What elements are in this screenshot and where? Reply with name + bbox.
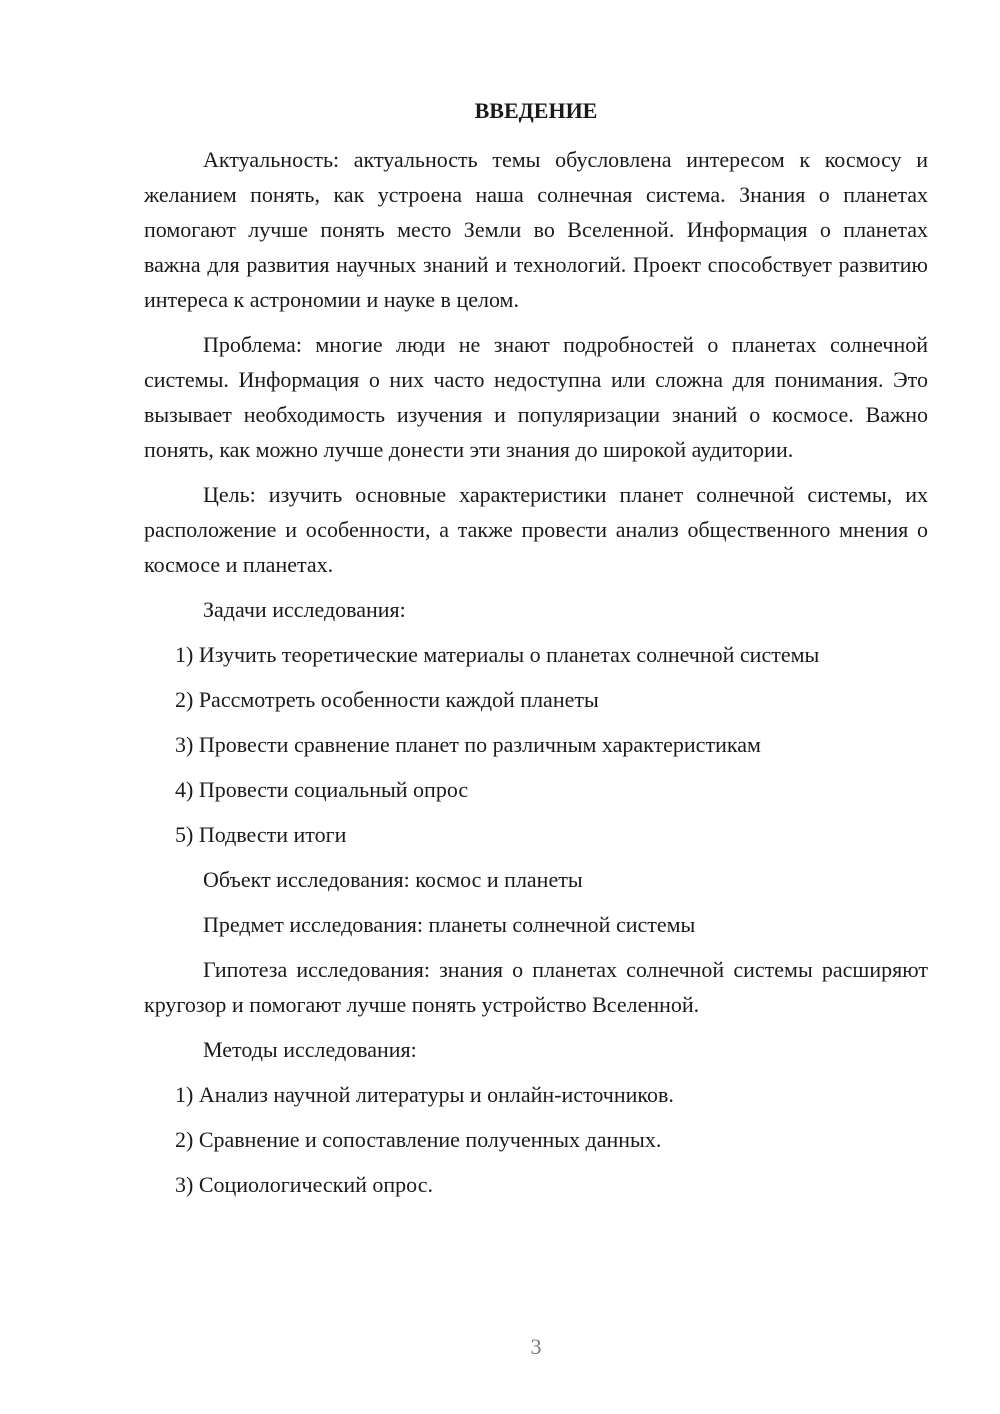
page-content <box>144 96 928 1212</box>
list-item: 3) Провести сравнение планет по различным характеристикам <box>175 732 761 757</box>
tasks-heading: Задачи исследования: <box>203 597 406 622</box>
list-item: 2) Рассмотреть особенности каждой планеты <box>175 687 599 712</box>
list-item: 5) Подвести итоги <box>175 822 347 847</box>
list-item: 3) Социологический опрос. <box>175 1172 433 1197</box>
methods-heading: Методы исследования: <box>203 1037 417 1062</box>
problem-paragraph: Проблема: многие люди не знают подробностей о планетах солнечной системы. Информация о них часто недоступна или сложна для понимания. Это вызывает необходимость изучения и популяризации знаний о космосе. Важно понять, как можно лучше донести эти знания до широкой аудитории. <box>144 332 928 462</box>
methods-list <box>144 1077 928 1202</box>
list-item: 2) Сравнение и сопоставление полученных данных. <box>175 1127 662 1152</box>
subject-line: Предмет исследования: планеты солнечной системы <box>203 912 696 937</box>
page-number: 3 <box>530 1334 542 1359</box>
list-item: 1) Анализ научной литературы и онлайн-источников. <box>175 1082 674 1107</box>
page-title: ВВЕДЕНИЕ <box>474 98 598 123</box>
hypothesis-paragraph: Гипотеза исследования: знания о планетах солнечной системы расширяют кругозор и помогают лучше понять устройство Вселенной. <box>144 957 928 1017</box>
tasks-list <box>144 637 928 852</box>
list-item: 1) Изучить теоретические материалы о планетах солнечной системы <box>175 642 820 667</box>
goal-paragraph: Цель: изучить основные характеристики планет солнечной системы, их расположение и особенности, а также провести анализ общественного мнения о космосе и планетах. <box>144 482 928 577</box>
list-item: 4) Провести социальный опрос <box>175 777 469 802</box>
object-line: Объект исследования: космос и планеты <box>203 867 583 892</box>
relevance-paragraph: Актуальность: актуальность темы обусловлена интересом к космосу и желанием понять, как устроена наша солнечная система. Знания о планетах помогают лучше понять место Земли во Вселенной. Информация о планетах важна для развития научных знаний и технологий. Проект способствует развитию интереса к астрономии и науке в целом. <box>144 147 928 312</box>
